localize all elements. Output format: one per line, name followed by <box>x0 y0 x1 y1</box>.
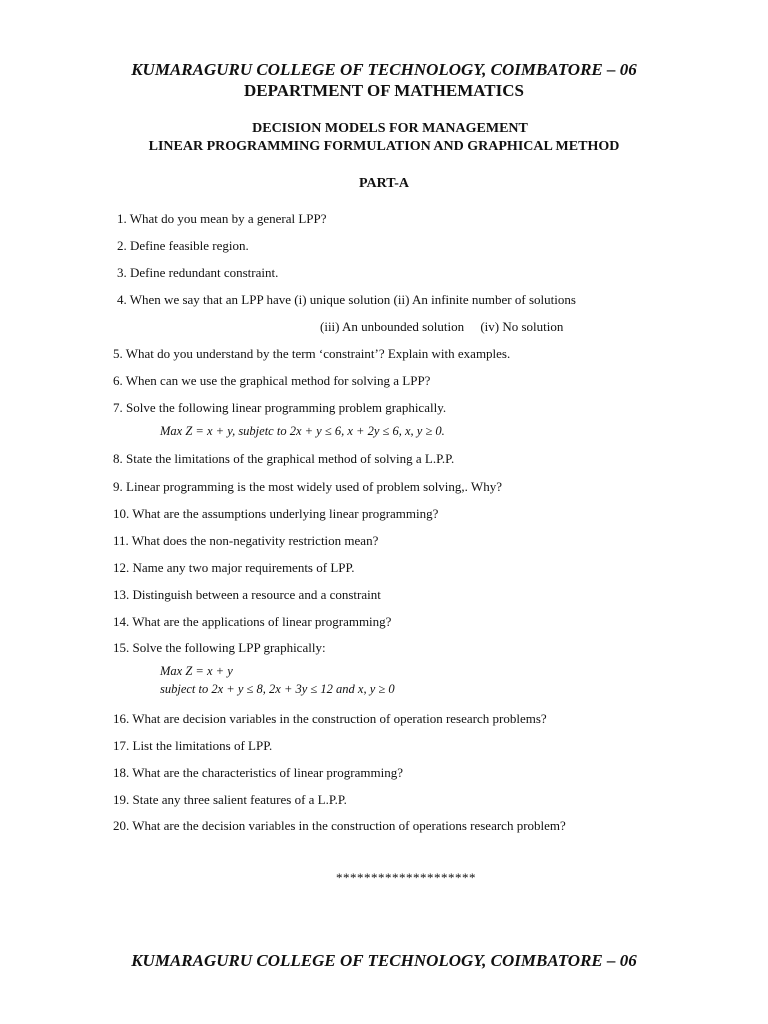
question-15-objective: Max Z = x + y <box>160 664 233 678</box>
part-heading: PART-A <box>358 176 410 191</box>
question-6: 6. When can we use the graphical method for solving a LPP? <box>113 373 431 388</box>
question-4-continued: (iii) An unbounded solution (iv) No solution <box>320 319 564 334</box>
footer-college-title: KUMARAGURU COLLEGE OF TECHNOLOGY, COIMBATORE – 06 <box>131 951 637 970</box>
question-10: 10. What are the assumptions underlying linear programming? <box>113 506 439 521</box>
question-15: 15. Solve the following LPP graphically: <box>113 640 326 655</box>
question-15-constraints: subject to 2x + y ≤ 8, 2x + 3y ≤ 12 and x, y ≥ 0 <box>160 682 395 696</box>
question-14: 14. What are the applications of linear programming? <box>113 614 392 629</box>
question-5: 5. What do you understand by the term ‘constraint’? Explain with examples. <box>113 346 511 361</box>
college-title: KUMARAGURU COLLEGE OF TECHNOLOGY, COIMBATORE – 06 <box>131 60 637 79</box>
course-title: DECISION MODELS FOR MANAGEMENT <box>252 121 528 136</box>
question-17: 17. List the limitations of LPP. <box>113 738 273 753</box>
question-4: 4. When we say that an LPP have (i) unique solution (ii) An infinite number of solutions <box>117 292 576 307</box>
question-20: 20. What are the decision variables in the construction of operations research problem? <box>113 818 566 833</box>
department-title: DEPARTMENT OF MATHEMATICS <box>244 81 524 100</box>
question-18: 18. What are the characteristics of linear programming? <box>113 765 403 780</box>
end-separator: ******************** <box>336 870 476 885</box>
topic-title: LINEAR PROGRAMMING FORMULATION AND GRAPHICAL METHOD <box>148 139 620 154</box>
question-8: 8. State the limitations of the graphical method of solving a L.P.P. <box>113 451 455 466</box>
question-11: 11. What does the non-negativity restriction mean? <box>113 533 379 548</box>
question-12: 12. Name any two major requirements of LPP. <box>113 560 355 575</box>
question-7-formula: Max Z = x + y, subjetc to 2x + y ≤ 6, x + 2y ≤ 6, x, y ≥ 0. <box>160 424 445 438</box>
question-3: 3. Define redundant constraint. <box>117 265 279 280</box>
question-1: 1. What do you mean by a general LPP? <box>117 211 327 226</box>
question-9: 9. Linear programming is the most widely used of problem solving,. Why? <box>113 479 502 494</box>
question-16: 16. What are decision variables in the construction of operation research problems? <box>113 711 547 726</box>
question-19: 19. State any three salient features of a L.P.P. <box>113 792 347 807</box>
question-13: 13. Distinguish between a resource and a constraint <box>113 587 381 602</box>
question-7: 7. Solve the following linear programming problem graphically. <box>113 400 447 415</box>
question-2: 2. Define feasible region. <box>117 238 249 253</box>
